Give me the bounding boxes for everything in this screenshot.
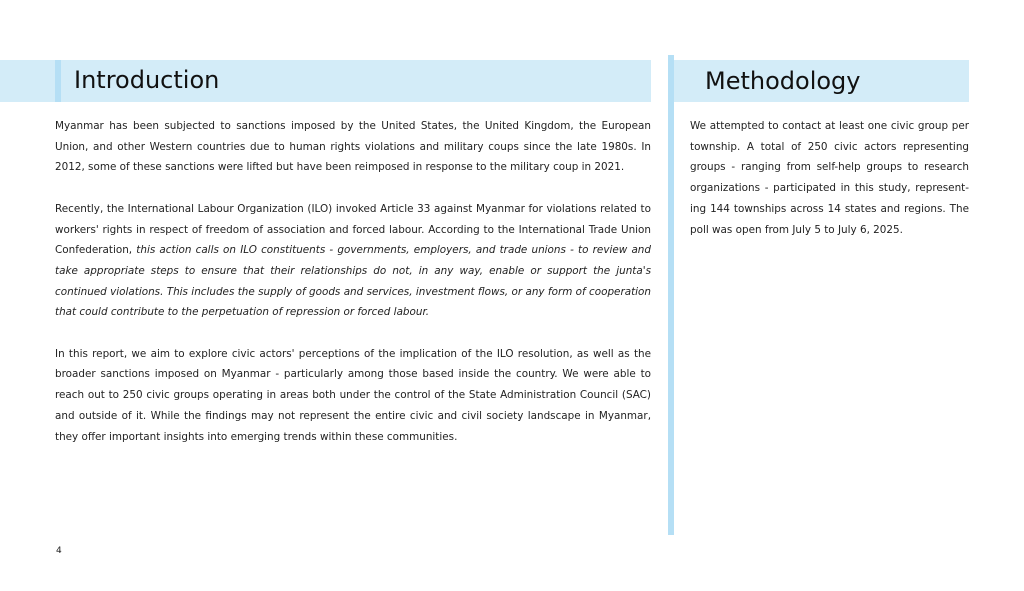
introduction-paragraph-3: In this report, we aim to explore civic actors' perceptions of the implication of the ILO resolution, as well as the broader sanctions imposed on Myanmar - particularly among those based inside the country. We were able to reach out to 250 civic groups operating in areas both under the control of the State Administration Council (SAC) and outside of it. While the findings may not represent the entire civic and civil society landscape in Myanmar, they offer important insights into emerging trends within these communities.: [55, 347, 651, 443]
introduction-paragraph-2-text: Recently, the International Labour Organization (ILO) invoked Article 33 against Myanmar for violations related to workers' rights in respect of freedom of association and forced labour. According to the International Trade Union Confederation,: [55, 202, 651, 257]
introduction-heading: Introduction: [74, 66, 220, 94]
column-divider-bar: [668, 55, 674, 535]
ituc-quote: this action calls on ILO constituents - governments, employers, and trade unions - to review and take appropriate steps to ensure that their relationships do not, in any way, enable or support the junta's continued violations. This includes the supply of goods and services, investment flows, or any form of cooperation that could contribute to the perpetuation of repression or forced labour.: [55, 244, 651, 319]
methodology-paragraph-1: We attempted to contact at least one civic group per township. A total of 250 civic actors representing groups - ranging from self-help groups to research organizations - participated in this study, represent-ing 144 townships across 14 states and regions. The poll was open from July 5 to July 6, 2025.: [690, 120, 969, 236]
introduction-body: [55, 116, 651, 447]
introduction-paragraph-1: Myanmar has been subjected to sanctions imposed by the United States, the United Kingdom, the European Union, and other Western countries due to human rights violations and military coups since the late 1980s. In 2012, some of these sanctions were lifted but have been reimposed in response to the military coup in 2021.: [55, 120, 651, 174]
page-number: 4: [56, 546, 62, 556]
introduction-paragraph-2: [55, 199, 651, 323]
introduction-accent-bar: [55, 60, 61, 102]
methodology-body: [690, 116, 969, 240]
methodology-heading: Methodology: [705, 67, 861, 95]
